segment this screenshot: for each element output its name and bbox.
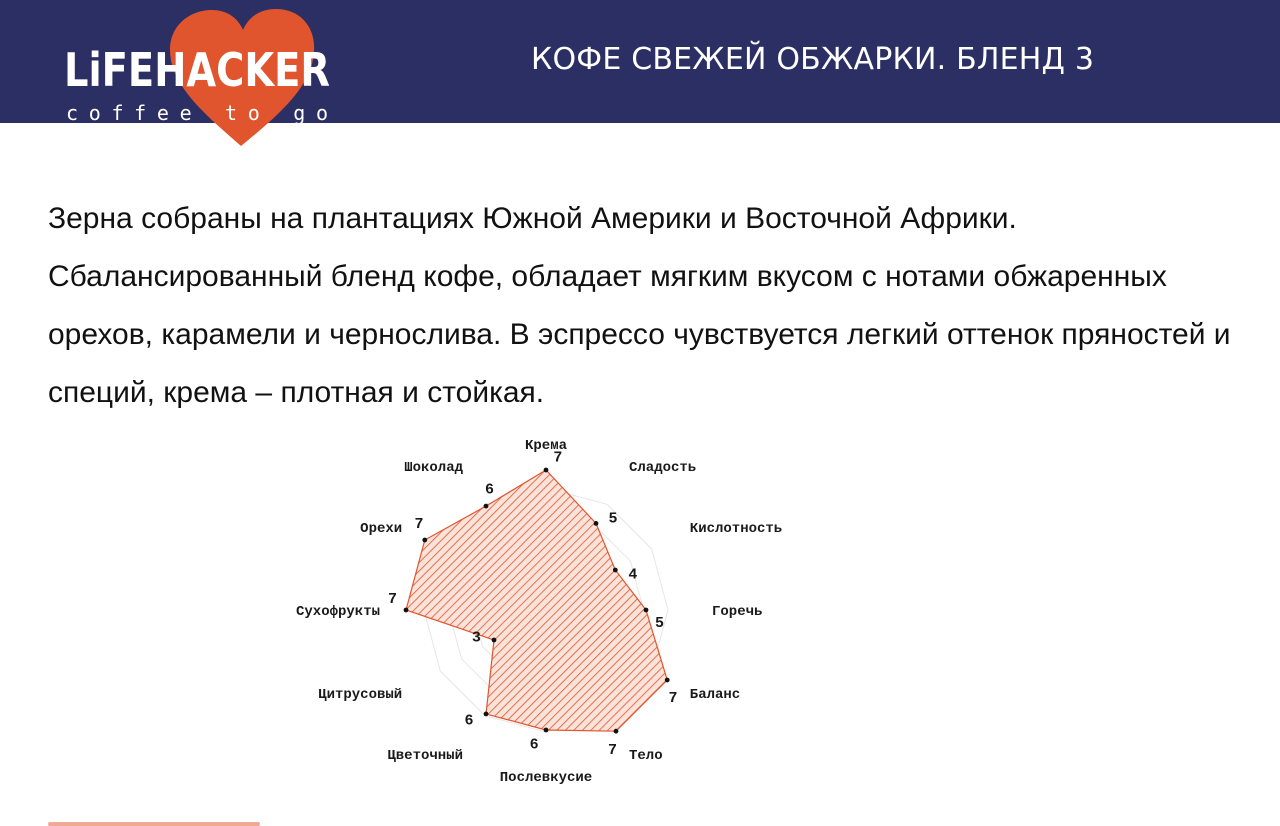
- radar-point: [594, 521, 599, 526]
- radar-axis-label: Сухофрукты: [295, 604, 380, 620]
- radar-axis-label: Сладость: [629, 460, 697, 477]
- radar-value-label: 6: [464, 712, 474, 730]
- radar-axis-label: Тело: [629, 747, 663, 764]
- logo: [52, 0, 352, 150]
- logo-tagline: coffee to go: [66, 101, 328, 125]
- logo-wordmark: LiFEHACKER: [64, 43, 330, 97]
- radar-point: [492, 638, 497, 643]
- radar-value-label: 7: [414, 516, 424, 533]
- radar-value-label: 6: [529, 736, 539, 754]
- radar-value-label: 5: [654, 614, 665, 632]
- radar-point: [644, 608, 649, 613]
- radar-value-label: 7: [387, 591, 398, 609]
- radar-point: [613, 568, 618, 573]
- radar-axis-label: Орехи: [360, 521, 403, 537]
- radar-axis-label: Послевкусие: [499, 770, 593, 786]
- radar-point: [544, 728, 549, 733]
- radar-axis-label: Цитрусовый: [318, 687, 403, 703]
- radar-data-area: [406, 470, 667, 731]
- radar-point: [484, 504, 489, 509]
- header-title: КОФЕ СВЕЖЕЙ ОБЖАРКИ. БЛЕНД 3: [531, 42, 1095, 77]
- radar-axis-label: Крема: [524, 438, 568, 454]
- radar-value-label: 7: [553, 449, 563, 467]
- radar-value-label: 3: [471, 629, 481, 647]
- radar-axis-label: Шоколад: [404, 460, 463, 477]
- next-section-heading-clipped: [48, 819, 260, 826]
- radar-point: [544, 468, 549, 473]
- radar-value-label: 6: [484, 481, 495, 499]
- radar-value-label: 7: [668, 690, 678, 707]
- radar-point: [404, 608, 409, 613]
- radar-axis-label: Горечь: [712, 604, 763, 620]
- radar-axis-label: Кислотность: [689, 521, 783, 537]
- radar-point: [484, 712, 489, 717]
- flavor-radar-chart: [280, 438, 820, 786]
- radar-value-label: 5: [608, 510, 618, 528]
- radar-axis-label: Баланс: [689, 687, 741, 703]
- header-bar: [0, 0, 1280, 123]
- product-description: Зерна собраны на плантациях Южной Америки и Восточной Африки. Сбалансированный бленд кофе, обладает мягким вкусом с нотами обжаренных орехов, карамели и чернослива. В эспрессо чувствуется легкий оттенок пряностей и специй, крема – плотная и стойкая.: [48, 202, 1231, 409]
- radar-point: [614, 729, 619, 734]
- radar-axis-label: Цветочный: [387, 747, 463, 764]
- radar-point: [422, 538, 427, 543]
- radar-point: [665, 678, 670, 683]
- radar-value-label: 7: [607, 741, 618, 759]
- radar-value-label: 4: [628, 566, 638, 584]
